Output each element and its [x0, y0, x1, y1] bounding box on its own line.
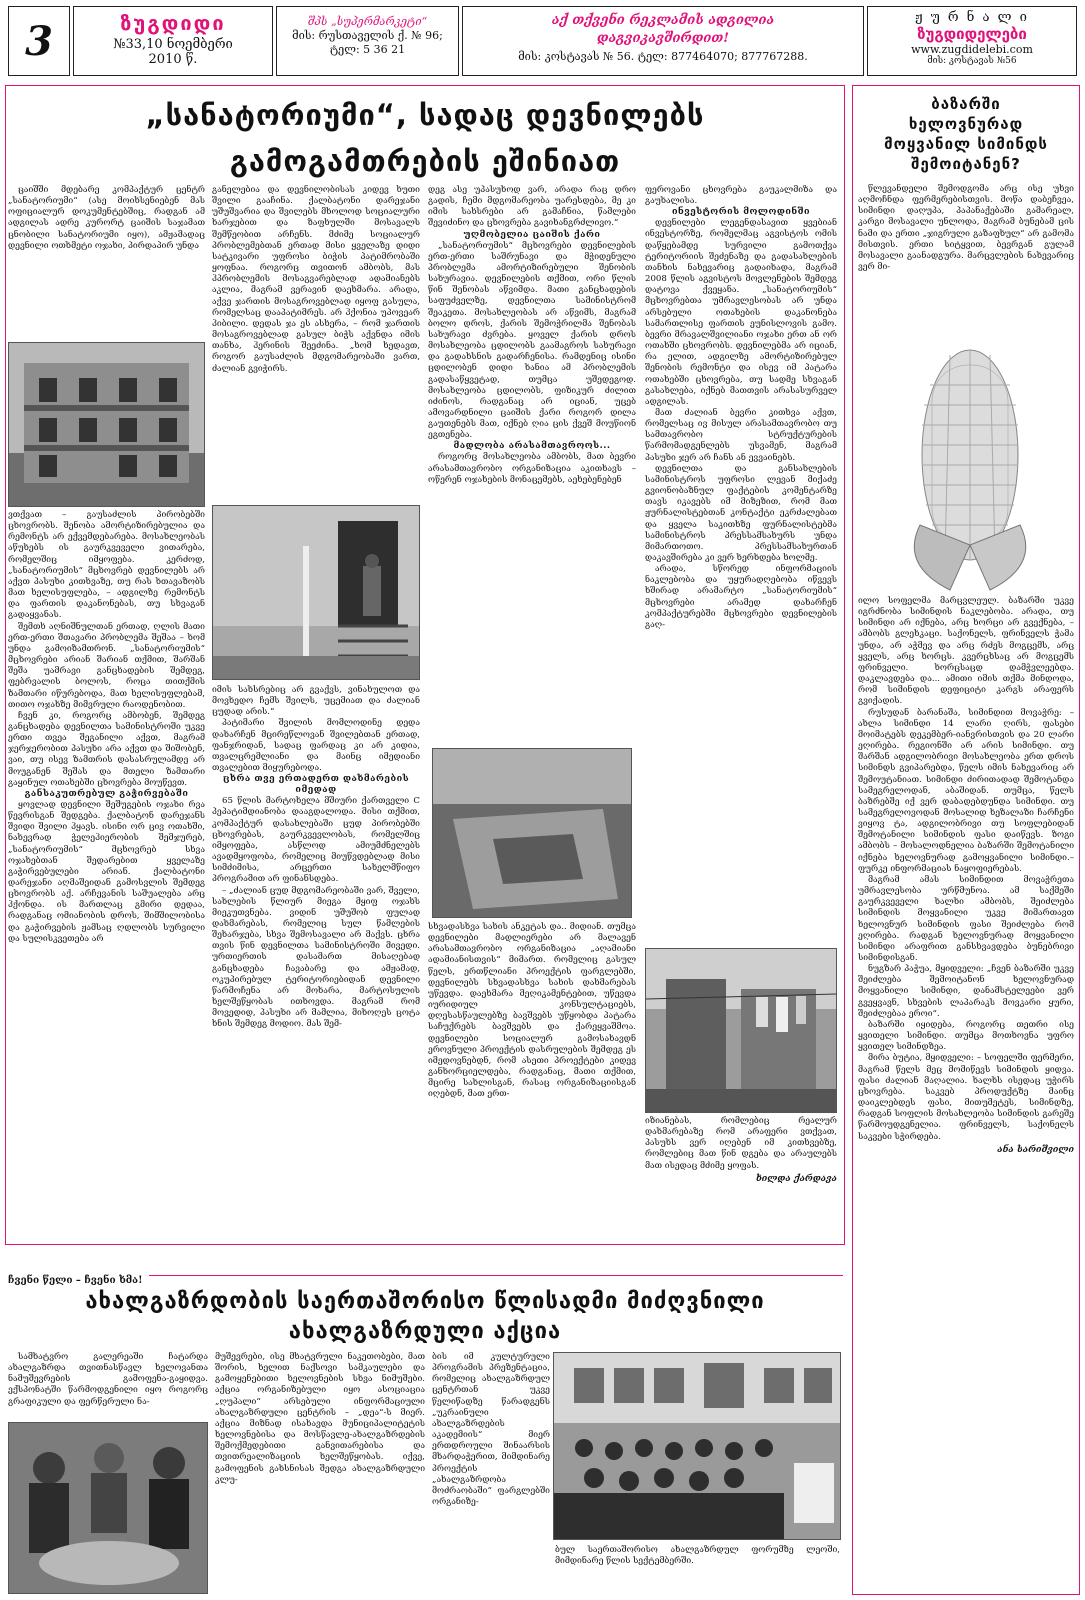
ad-line2: დაგვიკავშირდით!	[597, 31, 729, 46]
corn-title-line3: მოყვანილ სიმინდს	[884, 135, 1048, 153]
journal-address: მის: კოსტავას №56	[927, 56, 1017, 66]
ad-contact: მის: კოსტავას № 56. ტელ: 877464070; 877767288.	[518, 50, 808, 63]
shop-name: შპს „სუპერმარკეტი“	[307, 15, 428, 28]
article2-col1	[8, 1352, 208, 1418]
corn-paragraph: მირა ბუტია, მყიდველი: – სოფელში ფერმერი, მაგრამ წელს მეც მომიწევს სიმინდის ყიდვა. ფასი ძალიან მაღალია. ხალხს ისედაც უჭირს ცხოვრება. საკვებ პროდუქტზე მაინც დაიკლებდეს ფასი, მითუმეტეს, სიმინდზე, რადგან სოფლის მოსახლეობა სიმინდის გარეშე წარმოუდგენელია. ფრინველს, საქონელს საკვები სჭირდება.	[858, 1053, 1074, 1142]
building-photo	[8, 342, 205, 507]
article1-col1-top	[8, 185, 205, 335]
article1-subheading: მადლობა არასამთავროოს...	[453, 441, 611, 452]
corn-cob-illustration	[860, 345, 1072, 593]
courtyard-illustration	[646, 949, 837, 1113]
article1-col3-bottom	[428, 922, 636, 1240]
gallery-crowd-illustration	[9, 1423, 208, 1594]
article2-paragraph: ბულ საერთაშორისო ახალგაზრდულ ფორუმზე ლეოში, მიმდინარე წლის სექტემბერში.	[555, 1545, 840, 1567]
header-page-number-box	[8, 6, 70, 76]
issue-year: 2010 წ.	[148, 52, 198, 67]
woman-doorway-illustration	[213, 506, 420, 680]
article1-paragraph: როგორც მოსახლეობა ამბობს, მათ ბევრი არასამთავრობო ორგანიზაცია აკითხავს – ოწერენ ოჯახების მონაცემებს, აეხებენებენ	[428, 452, 636, 485]
header-journal-box	[867, 6, 1077, 76]
article1-author: ხილდა ქარდავა	[755, 1173, 837, 1184]
corn-photo	[860, 345, 1072, 593]
article1-paragraph: სხვადასხვა სახის ანკეტას და.. მიდიან. თუმცა დევნილები მადლიერები არ მალავენ არასამთავრობო ორგანიზაცია „აღამიანი ადამიანისთვის“ მიმართ. რომელიც გასულ წელს, ერთწლიანი პროექტის ფარგლებში, დევნილებს სხვადასხვა სახის დახმარებას უწევდა. დაეხმარა მეღიკამენტებით, უწევდა იურიდიულ კონსულტაციებს, დღესასწაულებზე ბავშვებს უწყობდა პატარა საჩუქრებს ბავშვებს და ქარეყვაშმოა. დევნილები სოციალურ გამოსახავდნ ეროვნული პროექტის დასრულების შემდეგ ეს იმედოვნებდნ, რომ ასეთი პროექტები კიდევ განხორციელდება, რადგანაც, მათი თქმით, მცირე სახლისგან, რასაც ორგანიზაციისგან იღებდნ, მათ ერთ-	[428, 922, 636, 1100]
corn-paragraph: ბაზარში იყიდება, როგორც თეთრი ისე ყვითელი სიმინდი. თუმცა მოთხოვნა უფრო ყვითელ სიმინდზეა.	[858, 1019, 1074, 1053]
article1-paragraph: ცაიშში მდებარე კომპაქტურ ცენტრ „სანატორიუმი“ (ასე მოიხსენიებენ მას ოფიციალურ დოკუმენტებშიც, რადგან ამ ადგილას ადრე კურორტ ცაიშის საჯამათ ცნობილი სანატორიუმი იყო), ამჟამადაც დევნილი ოთხმეტი ოჯახი, პირდაპირ უნდა	[8, 185, 205, 251]
header-ad-box	[462, 6, 864, 76]
gallery-hall-illustration	[554, 1353, 841, 1540]
article1-paragraph: მათ ძალიან ბევრი კითხვა აქვთ, რომელსაც ივ მისულ არასამთავრობო თუ სამთავრობო სტრუქტურების წარმომადგენლებს უსვამენ, მაგრამ პასუხი ჯერ არ ჩანს ან ევვაინებს.	[645, 407, 837, 463]
article2-paragraph: მუშევრები, ისე მხატვრული ნაკეთობები, მათ შორის, ხელით ნაქსოვი სამკაულები და გამოყენებითი ხელოვნების სხვა ნიმუშები. აქცია ორგანიზებული იყო ასოციაცია „ღუპალი“ არსებული ინფორმაციული ახალგაზრდული ცენტრის – „დეა“-ს მიერ. აქცია მიზნად ისახავდა მუნიციპალიტეტის ხელოვნებისა და მოსწავლე-ახალგაზრდების შემოქმედებითი განვითარებისა და თვითრეალიზაციის ხელშეწყობას. იქვე, გამოფენის გახსნისას შედგა ახალგაზრდული კლუ-	[215, 1352, 425, 1485]
interior-photo	[432, 748, 632, 918]
article2-rubric	[8, 1268, 843, 1286]
article2-col2	[215, 1352, 425, 1594]
gallery-hall-photo	[553, 1352, 841, 1540]
article1-paragraph: ვთქვათ – გაუსაძლის პირობებში ცხოვრობს. შენობა ამორტიზირებულია და რემონტს არ ექვემდებარება. მოსახლეობას აწუხებს ის გაურკვეველი ვითარება, რომელშიც იმყოფება. კერძოდ, „სანატორიუმის“ მცხოვრებ დევნილებს არ აქვთ პასუხი კითხვაზე, თუ რას ხთავაზობს მათ ხელისუფლება, – ადგილზე რემონტს და ფართის დაკანონებას, თუ სხვაგან გადაყვანას.	[8, 510, 205, 621]
article1-col3-top	[428, 185, 636, 745]
article2-col3	[432, 1352, 550, 1537]
ad-line1: აქ თქვენი რეკლამის ადგილია	[551, 13, 775, 28]
article1-paragraph: – „ძალიან ცუდ მდგომარეობაში ვარ, შველი, სახლების წლიურ მიეგა მყიფ ოჯახს მიეკუთვნება. ვიდინ უშუშობ ფულად დახმარებას, რომელიც სულ წამლების შეხარჯება, სხვა შემოსავალი არ მაქვს. ცხრა თვის წინ დევნილთა სამინისტროში მივედი. ურთიერთის დასამართ მისაღებად განცხადება ჩავაბარე და ამჟამად, ოკუპირებულ ტერიტორიებიდან დევნილი წარმოჩენა არ მოხარა, მარტოსულის ხელშეწყობას ითხოვდა. მაგრამ რომ მოვედიდ, პასუხი არ მამლია, მიხოღეს ცოტა ხნის შემდეგ მოდიო. მას შემ-	[212, 885, 420, 1030]
article1-paragraph: იმის სახსრებიც არ გვაქვს, ვინახულოთ და მოვხედო ჩემს შვილს, უცემიათ და ძალიან ცუდად არის.“	[212, 685, 420, 718]
corn-paragraph: რუსუდან ბარანაშა, სიმინდით მოვაჭრე: – ახლა სიმინდი 14 ლარი ღირს, ფასები მოიმატებს დეკემბერ-იანვრისთვის და 20 ლარი ეღირება. რეგიონში არ არის სიმინდი. თუ შარშან ადგილობრივი მოსახლეობა ერთ დროს სიმინდს გვიპარებდა, წელს იმის ნახევარიც არ შემოუტანიათ. სიმინდი ძირითადად შემოტანდა სამეგრელოდან, აბაშიდან. თუმცა, წელს ბაზრებშე იქ ვერ დაბადებდუნდა სიმინდი. თუ სამეგრელოვოდან მოსალიდ ხეზალაზი ჩარჩენი ვიყოვ ტა, ადგილობრივი თუ სოფლებიდან შემოტანილი სიმინდის ფასი დაიწევს. ზოგი ამბობს – მოსალოდნელია ბაზარში შემოტანილი იქნება ხელოვნურად გამოყვანილი სიმინდი.– ფურკე ინფორმაციას ნაყოფიერებას.	[858, 707, 1074, 874]
corn-paragraph: ილო სოფელმა მარცვლეულ. ბაზარში უკვე იგრძნობა სიმინდის ნაკლებობა. არადა, თუ სიმინდი არ იქნება, არც ხორცი არ გვექნება, – ამბობს გლეხკაცი. საქონელს, ფრინველს ჭამა უნდა, არ აჭმევ და არც რძეს მოგცემს, არც ყველს, არც ხორცს. კვერცხსაც არ მოგცემს ფრინველი. ხორცსაცდ დამჭვლეებდა. დაკლავდება და... ამითი იმის თქმა მინდოდა, რომ სიმინდის დეფიციტი კარგს არაფერს გვიქადის.	[858, 596, 1074, 707]
article1-paragraph: ყოვლად დევნილი შეშუგების ოჯახი რვა წევრისგან შედგება. ქალბატონ დარეჯანს შვიდი შვილი ჰყავს. ისინი ორ ცივ ოთახში, ნახევრად ჭელეჰიერობის შემჯურებ, „სანატორიუმის“ მცხოვრებ სხვა ოჯახებთან შედარებით ყველაზე გაჭირვებულები არიან. ქალბატონი დარეჯანი აღმაშეიდან გამოსვლის შემდეგ ცხოვრობს აქ. არჩევანის საშუალება არც ჰქონდა. ის მართლაც გმირი დედაა, რადგანაც ომიანობის დროს, შიმშილობისა და გაჭირვების ჟამსაც ღდლობს სურვილი და სულისკვეთება არ	[8, 799, 205, 944]
corn-text-bottom	[858, 596, 1074, 1571]
article1-paragraph: 65 წლის მარტოხელა მშიური ქართველი C პეპატიმდიანობა დააგდალოდა. მისი თქმით, კომპაქტურ დასახლებაში ცუდ პირობებში ცხოვრებას, გაურკვევლობას, რომელშიც იმყოფება, ასწლოდ ამიუმძნელებს ავადმყოფობა, რომელიც მიუწვდებლად მისი სიმძიმისა, არცერთი სახელმწიფო პროგრამით არ ფინანსდება.	[212, 796, 420, 885]
corn-title-line2: ხელოვნურად	[908, 115, 1024, 133]
article1-paragraph: შემთხ აღნიშნულთან ერთად, ღლის მათი ერთ-ერთი შთავარი პრობლემა შეშაა – ხომ უნდა გამოიზამთრონ. „სანატორიუმის“ მცხოვრები არიან შარიან თქმით, შარშან შეშა უამრავი განცხადების შემდეგ, ფებრვალის ბოლოს, როცა თითქმის ზამთარი იწურებოდა, მათ ხელისუფლებამ, თითო ოჯახზე მიმვრული რაოდენობით.	[8, 621, 205, 710]
page-number: 3	[25, 18, 53, 65]
article1-col1-bottom	[8, 510, 205, 1240]
article1-col2-bottom	[212, 685, 420, 1240]
corn-text-top	[858, 184, 1074, 340]
article1-paragraph: პატიმარი შვილის მომლოდინე დედა დახარჩენ მცირეწლოვან შვილებთან ერთად, ფანჯრიდან, სადაც ფარდაც კი არ კიდია, თვალცრემლიანი და მაინც იმედიანი თვალებით მიყურებოდა.	[212, 718, 420, 774]
article1-title-line2: გამოგამთრების ეშინიათ	[229, 144, 621, 178]
article2-rubric-label: ჩვენი წელი – ჩვენი ხმა!	[8, 1275, 149, 1286]
article2-col3-bottom	[555, 1545, 840, 1593]
paper-name: ზუგდიდი	[120, 11, 226, 35]
article2-title-line2: ახალგაზრდული აქცია	[288, 1319, 562, 1344]
header-shop-box	[276, 6, 459, 76]
article1-paragraph: „სანატორიუმის“ მცხოვრები დევნილების ერთ-ერთი საშრუნავი და მჭიდენული პრობლემა ამორტიზირებული შენობის სახურავია. დევნილების თქმით, ორი წლის წინ შენობას აწვიმდა. მათი განცხადების საფუძველზე, დევნილთა სამინისტრომ შეაკეთა. მოსახლეობას არ აწვიმს, მაგრამ ბოლო დროს, ქარის შემოჭრილმა შენობას სახურავი ძვრება. ყოველ ქარის დროს მოსახლეობა ცდილობს გაამაგროს სახურავი და გადახსნის გადარჩენისა. რამდენიც ისინი ცდილობენ დიდი ხანია ამ პრობლემის გადასაწყვეტად, თუმცა უშედეგოდ. მოსახლეობა ცდილობს, ფიზიკურ ძილით იძინოს, რადგანაც არ იციან, უცებ ამოვარდნილი ცაიშის ქარი როგორ დილა გაუთენებს მათ, იქნებ ღია ცის ქვეშ მოუწიონ ეგთენება.	[428, 240, 636, 441]
article1-paragraph: ფეროვანი ცხოვრება გაუკალმიზა და გაუხალისა.	[645, 185, 837, 207]
corn-paragraph: წლევანდელი შემოდგომა არც ისე უხვი აღმოჩნდა ფერმერებისთვის. მოწა დაბეჩვეა, სიმინდი დაღუპა, პაპანაქებაში გამარეალ, კარგი მოსავალი უნლოდა, მაგრამ ბუნებამ ცის ნამი და ერთი „ჯიგრული გაზაფხულ“ არ გამომა მისთვის. ერთი სიტყვით, ბევრგან გულამ მოსავალი გაანადგურა. მარცვლების ნახევარიც ვერ მი-	[858, 184, 1074, 273]
article1-paragraph: დეგ ასე უპასუხოდ ვარ, არადა რაც დრო გადის, ჩემი მდგომარეობა უარესდება, მე კი იმის სახსრები არ გამაჩნია, წამლები შევიძინო და ცხოვრება გავიხანგრძლივო.“	[428, 185, 636, 229]
article1-col2-top	[212, 185, 420, 500]
corn-paragraph: ნუგზარ პაჭუა, მყიდველი: „ჩვენ ბაზარში უკვე შეიძლება შემოიტანონ ხელოვნურად მოყვანილი სიმინდი, დანამსტელეები ვერ გვეყვავნ, სხვების ლაპარაკს მოვკარი ყური, შეიძლებაა ეროი“.	[858, 964, 1074, 1019]
shop-address: მის: რუსთაველის ქ. № 96;	[292, 29, 443, 42]
corn-title-line1: ბაზარში	[931, 95, 1001, 113]
article1-col4-top	[645, 185, 837, 945]
article1-paragraph: იზიანებას, რომლებიც რეალურ დახმარებაზე რომ არაფერი ვთქვათ, პასუხს ვერ იღებენ იმ კითხვებზე, რომლებიც მათ წინ დგება და არაულებს მათ ისედაც მძიმე ყოფას.	[645, 1116, 837, 1171]
article1-subheading: განსაკუთრებულ გაჭირვებაში	[24, 788, 189, 799]
article1-paragraph: დევნილები ლეგენდასავით ყვებიან ინვესტორზე, რომელმაც აგვისტოს ომის დაწყებამდე სურვილი გამოთქვა ტერიტორიის შეძენაზე და გადასახლების თანხის ნახევარიც გადაიხადა, მაგრამ 2008 წლის აგვისტოს მოვლენების შემდეგ დატოვა ქვეყანა. „სანატორიუმის“ მცხოვრებთა უმრავლესობას არ უნდა არსებული ოთახების დაკანონება სამართლისე ფართის ეუნისლოვის გამო. ბევრი მრავალშვილიანი ოჯახი ერთ ან ორ ოთახში ცხოვრობს. დევნილებმა არ იციან, რა ელით, ადგილზე ამორტიზირებულ შენობის რემონტი და ისევ იმ პატარა ოთახებში ცხოვრება, თუ სადმე სხვაგან გასახლება, იქნებ მათთვის არასასურველ ადგილას.	[645, 218, 837, 407]
shop-phone: ტელ: 5 36 21	[329, 43, 406, 56]
gallery-crowd-photo	[8, 1422, 208, 1594]
article1-title-line1: „სანატორიუმი“, სადაც დევნილებს	[145, 98, 705, 132]
corn-paragraph: მაგრამ ამას სიმინდით მოვაჭრეთა უმრავლესობა ურწმუნოა. ამ საქმეში გაურკვეველი ხალხი ამბობს, შეიძლება სიმინდის მოყვანილი უკვე მიმართავთ ხელოვნურ სიმინდის ფასი შეიძლება რომ ეღირება. რადგან ხელოვნურად მოყვანილი სიმინდი არაფრით განსხვავდება ბუნებრივი სიმინდისგან.	[858, 874, 1074, 963]
article1-paragraph: ჩვენ კი, როგორც ამბობენ, შემდეგ განცხადება დევნილთა სამინისტროში უკვე ერთი თვეა შეგანილი აქვთ, მაგრამ ჯერჯერობით პასუხი არა აქვთ და შიშობენ, ვაი, თუ ისევ ზამთრის დასასრულამდე არ მოუგანენ შეშას და მთელი ზამთარი გაყინულ ოთახებში ცხოვრება მოუწევთ.	[8, 710, 205, 788]
article1-col4-bottom	[645, 1116, 837, 1226]
corn-title-line4: შემოიტანენ?	[911, 155, 1021, 173]
article2-title-line1: ახალგაზრდობის საერთაშორისო წლისადმი მიძღვნილი	[85, 1289, 765, 1314]
interior-illustration	[433, 749, 632, 918]
header-issue-box	[73, 6, 273, 76]
journal-name: ზუგდიდელები	[917, 25, 1027, 43]
article1-subheading: უღმობელია ცაიშის ქარი	[463, 229, 601, 240]
woman-doorway-photo	[212, 505, 420, 680]
article1-subheading: ცხრა თვე ერთადერთ დახმარების იმედად	[222, 774, 410, 796]
article2-paragraph: სამხატვრო გალერეაში ჩატარდა ახალგაზრდა თვითნასწავლ ხელოვანთა ნამუშევრების გამოფენა-გაყიდვა. ექსპონატში წარმოდგენილი იყო როგორც გრაფიკული და ფერწერული ნა-	[8, 1352, 208, 1407]
courtyard-photo	[645, 948, 837, 1113]
journal-url[interactable]: www.zugdidelebi.com	[911, 43, 1033, 56]
corn-author: ანა სარიშვილი	[997, 1144, 1074, 1155]
article1-paragraph: არადა, სწორედ ინფორმაციის ნაკლებობა და უყურადღებობა იწვევს ხშირად არამარტო „სანატორიუმის“ მცხოვრები არამედ დახარჩენ კომპაქტურებში მცხოვრები დევნილების გაღ-	[645, 564, 837, 630]
issue-date: №33,10 ნოემბერი	[113, 37, 233, 52]
article2-paragraph: ბის იმ კულტურული პროგრამის პრეზენტაცია, რომელიც ახალგაზრდულ ცენტრთან უკვე წელიწადზე წარადგენს „უკრაინული ახალგაზრდების აკადემიის“ მიერ ერთდროული შინაარსის მხარდაჭერით, მიმდინარე პროექტის „ახალგაზრდობა მოძრაობაში“ ფარგლებში ორგანიზე-	[432, 1352, 550, 1508]
article1-paragraph: დევნილთა და განსახლების სამინისტროს უფროსი ლევან მიქაძე გვიონობაზნულ ფაქტების კომენტარზე თავს იკავებს იმ მიზეზით, რომ მათ ჟურნალისტებთან კონტაქტი ეკრძალებათ და ყველა საკითხზე ფურნალისტებმა სამინისტროს პრესსამსახურს უნდა მიმართოთო. პრესსამსახურთან დაკავშირება კი ვერ ხერხდება ხოლმე.	[645, 463, 837, 563]
article1-subheading: ინვესტორის მოლოდინში	[671, 207, 811, 218]
building-photo-illustration	[9, 343, 205, 507]
journal-label: ჟ უ რ ნ ა ლ ი	[915, 10, 1029, 25]
article1-paragraph: განელებია და დევნილობისას კიდევ ხუთი შვილი გააჩინა. ქალბატონი დარეჯანი უშუშვარია და შვილებს მხოლოდ სოციალური ხარჯებით და ზაფხულში მოსავალს შემწეობით არჩენს. მძიმე სოციალურ პრობლემებთან ერთად მისი ყველაზე დიდი სატკივარი უფროსი ბიჭის პატიმრობაში ყოფნაა. როგორც თვითონ ამბობს, მას ჰპრობლემის მოსაგვარებლად ადამიანებს აკლია, მაგრამ ვერავინ დაეხმარა. არადა, აქვე ჯართის მოსაგროვებლად იყოფ გასულა, რომელსაც დააპატიმრეს. არ ჰქონია უპოვეარ ჰიბილი. დედას ჯა ეს ასხერა, – რომ ჯართის მოსაგროვებლად გასულ ბიჭს აქვნდა იმის თანხა, ჰერინის შეეძინა. „ხომ ხედავთ, როგორ გაუსაძლის მდგომარეობაში ვართ, ძალიან გვიჭირს.	[212, 185, 420, 374]
